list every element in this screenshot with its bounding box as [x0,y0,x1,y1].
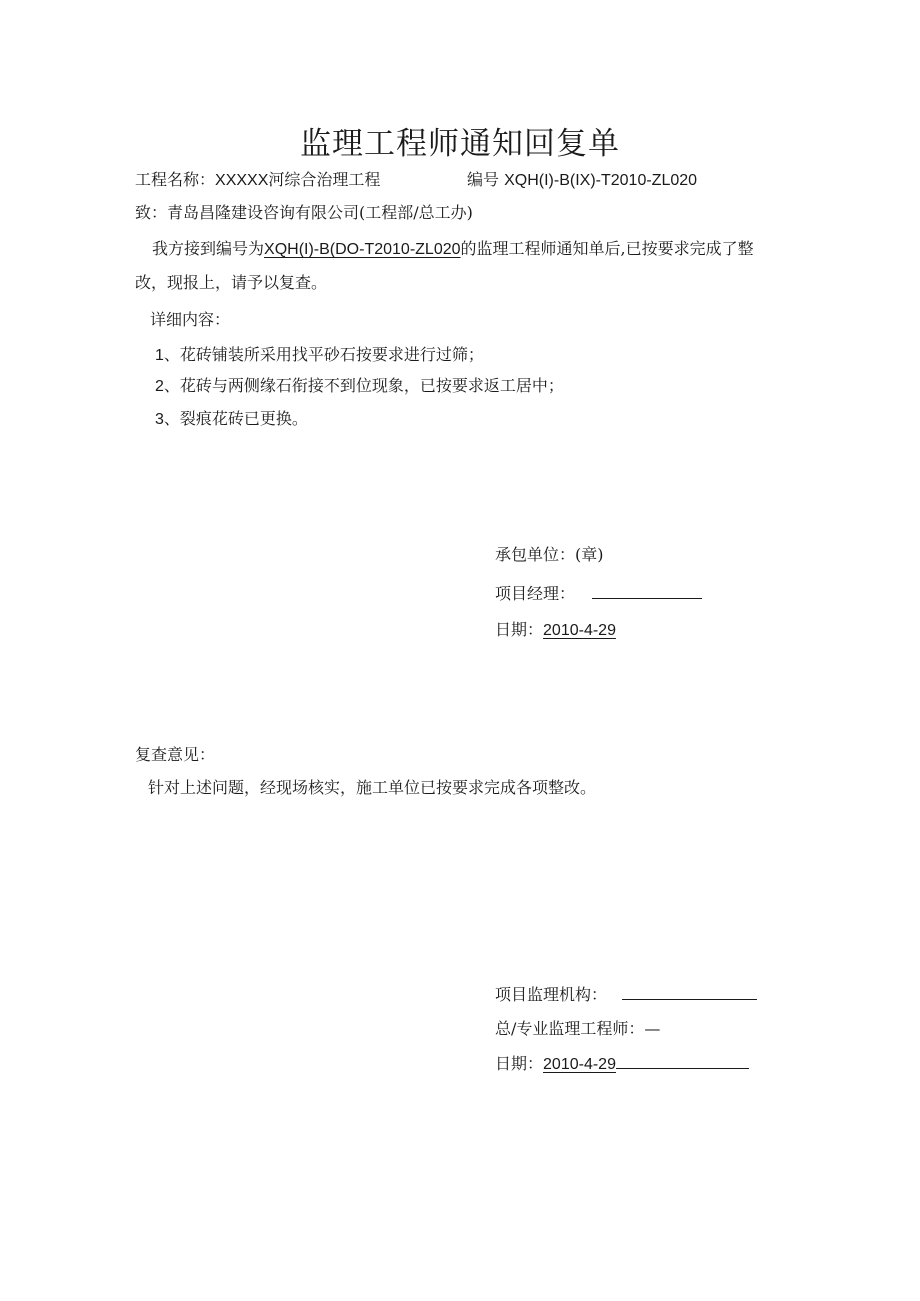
review-label: 复查意见： [135,745,216,764]
detail-item-number: 1、 [155,347,180,364]
detail-item-text: 裂痕花砖已更换。 [179,409,308,428]
project-number-value: XQH(I)-B(IX)-T2010-ZL020 [504,172,698,189]
detail-item-2 [155,376,564,397]
project-name-suffix: 河综合治理工程 [268,170,381,189]
supervisor-date-line[interactable] [616,1054,749,1069]
detail-item-text: 花砖铺装所采用找平砂石按要求进行过筛； [179,345,484,364]
supervisor-date-label: 日期： [495,1054,544,1073]
contractor-date-row [495,620,616,641]
body-suffix: 的监理工程师通知单后,已按要求完成了整 [460,239,754,258]
project-name-label: 工程名称： [135,170,216,189]
body-line-1 [152,239,754,260]
supervisor-org-label: 项目监理机构： [495,985,608,1004]
supervisor-date-value: 2010-4-29 [543,1056,616,1073]
details-label: 详细内容： [150,310,231,329]
project-name-row [135,170,380,191]
supervisor-date-row [495,1054,749,1075]
project-number-row [467,170,697,191]
supervisor-engineer-label: 总/专业监理工程师： [495,1019,645,1038]
manager-signature-line[interactable] [592,584,702,599]
supervisor-org-signature-line[interactable] [622,985,757,1000]
supervisor-engineer-row [495,1019,660,1039]
project-name-code: XXXXX [215,172,269,189]
project-number-label: 编号 [467,170,500,189]
contractor-unit-label: 承包单位：(章) [495,545,604,564]
page-title: 监理工程师通知回复单 [300,126,620,162]
supervisor-engineer-value: — [644,1019,661,1038]
contractor-manager-label: 项目经理： [495,584,576,603]
recipient: 致：青岛昌隆建设咨询有限公司(工程部/总工办) [135,203,473,222]
review-text: 针对上述问题，经现场核实，施工单位已按要求完成各项整改。 [148,778,597,797]
detail-item-number: 2、 [155,378,180,395]
detail-item-text: 花砖与两侧缘石衔接不到位现象，已按要求返工居中； [179,376,564,395]
detail-item-3 [155,409,308,430]
body-line-2: 改，现报上，请予以复查。 [135,273,328,292]
contractor-manager-row [495,584,702,604]
body-prefix: 我方接到编号为 [152,239,265,258]
notice-number: XQH(I)-B(DO-T2010-ZL020 [264,241,461,258]
contractor-date-label: 日期： [495,620,544,639]
contractor-date-value: 2010-4-29 [543,622,616,639]
detail-item-number: 3、 [155,411,180,428]
supervisor-org-row [495,985,757,1005]
detail-item-1 [155,345,484,366]
